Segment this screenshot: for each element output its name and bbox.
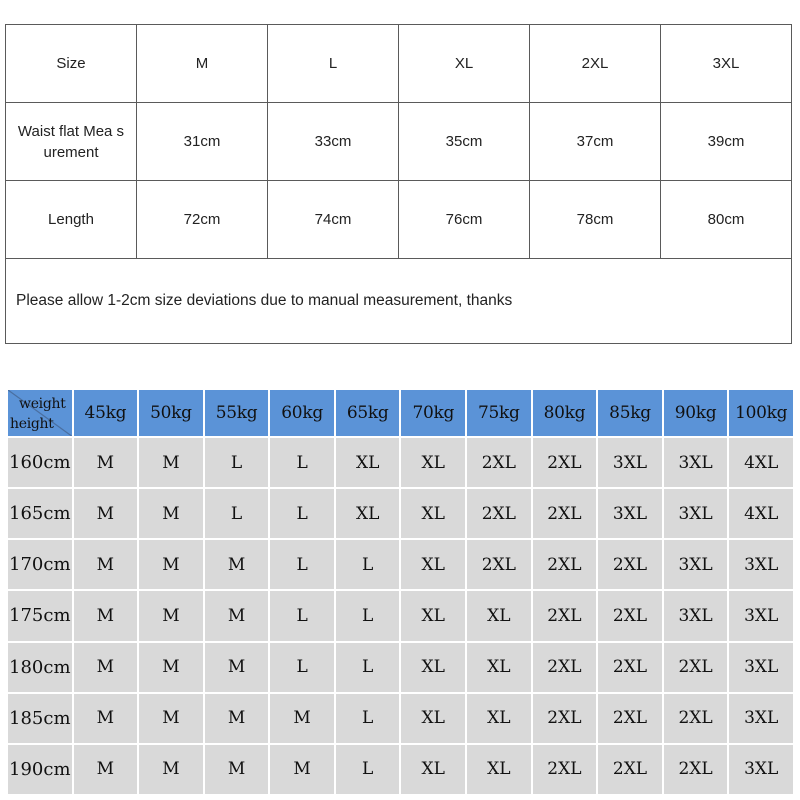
size-cell: L: [270, 540, 334, 589]
waist-label-text: Waist flat Mea surement: [17, 122, 125, 161]
size-recommendation-body: [8, 438, 793, 794]
weight-header-cell: 55kg: [205, 390, 269, 436]
size-cell: 2XL: [664, 643, 728, 692]
size-cell: L: [270, 489, 334, 538]
waist-row: [6, 103, 792, 181]
size-cell: XL: [467, 694, 531, 743]
size-cell: L: [270, 643, 334, 692]
size-cell: 2XL: [598, 694, 662, 743]
size-cell: M: [74, 745, 138, 794]
size-cell: XL: [467, 591, 531, 640]
size-header-label: Size: [6, 25, 137, 103]
size-cell: XL: [336, 438, 400, 487]
size-header-row: [6, 25, 792, 103]
size-header-2xl: 2XL: [530, 25, 661, 103]
weight-header-cell: 80kg: [533, 390, 597, 436]
size-cell: M: [205, 745, 269, 794]
size-cell: XL: [401, 694, 465, 743]
weight-header-cell: 70kg: [401, 390, 465, 436]
size-cell: XL: [401, 489, 465, 538]
corner-weight-label: weight: [19, 396, 66, 412]
size-cell: M: [205, 540, 269, 589]
size-cell: XL: [401, 745, 465, 794]
size-cell: 2XL: [533, 591, 597, 640]
length-value: 76cm: [399, 181, 530, 259]
length-value: 78cm: [530, 181, 661, 259]
corner-cell: [8, 390, 72, 436]
size-cell: M: [74, 540, 138, 589]
size-cell: M: [139, 745, 203, 794]
weight-header-cell: 85kg: [598, 390, 662, 436]
size-cell: 2XL: [664, 745, 728, 794]
length-value: 74cm: [268, 181, 399, 259]
size-cell: 2XL: [533, 745, 597, 794]
size-cell: L: [205, 489, 269, 538]
weight-header-cell: 90kg: [664, 390, 728, 436]
size-header-l: L: [268, 25, 399, 103]
length-value: 80cm: [661, 181, 792, 259]
height-row: [8, 591, 793, 640]
size-header-m: M: [137, 25, 268, 103]
size-cell: XL: [401, 438, 465, 487]
size-cell: 2XL: [533, 540, 597, 589]
size-cell: M: [74, 643, 138, 692]
size-cell: XL: [401, 591, 465, 640]
size-cell: L: [336, 694, 400, 743]
size-cell: M: [74, 591, 138, 640]
size-cell: M: [74, 694, 138, 743]
size-cell: L: [336, 591, 400, 640]
size-cell: L: [336, 643, 400, 692]
height-label-cell: 180cm: [8, 643, 72, 692]
size-cell: M: [139, 591, 203, 640]
size-cell: M: [270, 694, 334, 743]
size-header-3xl: 3XL: [661, 25, 792, 103]
size-cell: 3XL: [598, 438, 662, 487]
size-cell: 2XL: [598, 643, 662, 692]
size-cell: 2XL: [533, 438, 597, 487]
size-cell: M: [74, 438, 138, 487]
size-cell: M: [139, 643, 203, 692]
waist-value: 37cm: [530, 103, 661, 181]
size-cell: 3XL: [664, 438, 728, 487]
size-cell: 3XL: [664, 540, 728, 589]
size-measurement-table: [5, 24, 792, 344]
height-label-cell: 175cm: [8, 591, 72, 640]
height-label-cell: 185cm: [8, 694, 72, 743]
height-row: [8, 643, 793, 692]
size-cell: 3XL: [598, 489, 662, 538]
size-cell: 3XL: [664, 489, 728, 538]
size-cell: L: [270, 438, 334, 487]
size-cell: XL: [467, 745, 531, 794]
weight-header-cell: 45kg: [74, 390, 138, 436]
length-label: Length: [6, 181, 137, 259]
size-cell: XL: [336, 489, 400, 538]
height-row: [8, 694, 793, 743]
size-cell: L: [205, 438, 269, 487]
length-row: [6, 181, 792, 259]
size-cell: 3XL: [729, 591, 793, 640]
size-cell: 2XL: [533, 694, 597, 743]
size-cell: XL: [401, 540, 465, 589]
height-row: [8, 438, 793, 487]
size-cell: 2XL: [467, 489, 531, 538]
size-cell: 2XL: [664, 694, 728, 743]
size-cell: 2XL: [467, 540, 531, 589]
height-label-cell: 165cm: [8, 489, 72, 538]
waist-value: 39cm: [661, 103, 792, 181]
height-label-cell: 170cm: [8, 540, 72, 589]
size-cell: L: [336, 745, 400, 794]
size-cell: 4XL: [729, 438, 793, 487]
weight-header-cell: 100kg: [729, 390, 793, 436]
size-cell: M: [205, 591, 269, 640]
size-cell: 2XL: [533, 643, 597, 692]
weight-header-cell: 60kg: [270, 390, 334, 436]
waist-value: 31cm: [137, 103, 268, 181]
height-label-cell: 190cm: [8, 745, 72, 794]
size-cell: 2XL: [598, 540, 662, 589]
deviation-note: Please allow 1-2cm size deviations due to manual measurement, thanks: [6, 259, 792, 344]
size-header-xl: XL: [399, 25, 530, 103]
size-cell: 2XL: [598, 745, 662, 794]
length-value: 72cm: [137, 181, 268, 259]
size-cell: M: [205, 694, 269, 743]
size-cell: 3XL: [729, 745, 793, 794]
size-cell: 3XL: [729, 643, 793, 692]
size-cell: M: [139, 540, 203, 589]
size-cell: 3XL: [729, 694, 793, 743]
waist-value: 33cm: [268, 103, 399, 181]
size-cell: M: [139, 694, 203, 743]
height-weight-size-chart: [6, 388, 795, 796]
height-row: [8, 489, 793, 538]
size-cell: L: [270, 591, 334, 640]
size-cell: M: [139, 489, 203, 538]
corner-height-label: height: [10, 416, 54, 432]
size-cell: XL: [401, 643, 465, 692]
weight-header-cell: 50kg: [139, 390, 203, 436]
size-cell: M: [270, 745, 334, 794]
size-cell: L: [336, 540, 400, 589]
size-cell: 3XL: [729, 540, 793, 589]
weight-header-cell: 75kg: [467, 390, 531, 436]
height-row: [8, 540, 793, 589]
height-row: [8, 745, 793, 794]
note-row: [6, 259, 792, 344]
size-cell: M: [74, 489, 138, 538]
size-cell: 3XL: [664, 591, 728, 640]
size-cell: 2XL: [533, 489, 597, 538]
size-cell: M: [205, 643, 269, 692]
size-cell: XL: [467, 643, 531, 692]
height-label-cell: 160cm: [8, 438, 72, 487]
waist-value: 35cm: [399, 103, 530, 181]
waist-label: [6, 103, 137, 181]
weight-header-row: [8, 390, 793, 436]
size-cell: 2XL: [467, 438, 531, 487]
size-cell: 2XL: [598, 591, 662, 640]
size-cell: 4XL: [729, 489, 793, 538]
size-cell: M: [139, 438, 203, 487]
weight-header-cell: 65kg: [336, 390, 400, 436]
